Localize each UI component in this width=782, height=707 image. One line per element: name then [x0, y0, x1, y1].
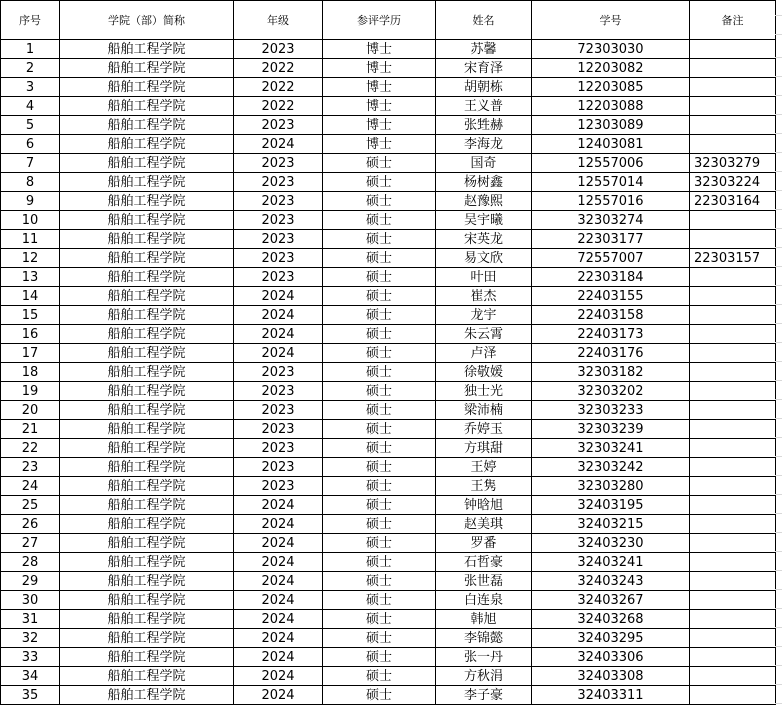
cell-student-id[interactable]: 32303241	[532, 439, 690, 458]
cell-note[interactable]	[690, 268, 776, 287]
cell-seq[interactable]: 29	[1, 572, 60, 591]
table-row	[1, 477, 776, 496]
cell-name[interactable]: 韩旭	[436, 610, 532, 629]
cell-name[interactable]: 易文欣	[436, 249, 532, 268]
cell-name[interactable]: 苏馨	[436, 40, 532, 59]
cell-student-id[interactable]: 12203082	[532, 59, 690, 78]
cell-college[interactable]: 船舶工程学院	[60, 249, 234, 268]
cell-seq[interactable]: 15	[1, 306, 60, 325]
cell-student-id[interactable]: 32303280	[532, 477, 690, 496]
cell-note[interactable]	[690, 610, 776, 629]
cell-education[interactable]: 硕士	[323, 648, 436, 667]
cell-education[interactable]: 博士	[323, 59, 436, 78]
cell-college[interactable]: 船舶工程学院	[60, 325, 234, 344]
cell-college[interactable]: 船舶工程学院	[60, 553, 234, 572]
cell-name[interactable]: 叶田	[436, 268, 532, 287]
cell-name[interactable]: 张甡赫	[436, 116, 532, 135]
cell-student-id[interactable]: 32403195	[532, 496, 690, 515]
cell-name[interactable]: 王义普	[436, 97, 532, 116]
cell-note[interactable]	[690, 572, 776, 591]
cell-name[interactable]: 张一丹	[436, 648, 532, 667]
cell-seq[interactable]: 22	[1, 439, 60, 458]
cell-student-id[interactable]: 32303182	[532, 363, 690, 382]
cell-college[interactable]: 船舶工程学院	[60, 211, 234, 230]
cell-name[interactable]: 张世磊	[436, 572, 532, 591]
table-row	[1, 287, 776, 306]
cell-grade[interactable]: 2024	[234, 496, 323, 515]
cell-education[interactable]: 硕士	[323, 572, 436, 591]
cell-seq[interactable]: 16	[1, 325, 60, 344]
cell-grade[interactable]: 2024	[234, 344, 323, 363]
cell-note[interactable]	[690, 287, 776, 306]
cell-grade[interactable]: 2023	[234, 477, 323, 496]
cell-seq[interactable]: 12	[1, 249, 60, 268]
cell-college[interactable]: 船舶工程学院	[60, 610, 234, 629]
cell-education[interactable]: 硕士	[323, 553, 436, 572]
cell-seq[interactable]: 25	[1, 496, 60, 515]
cell-name[interactable]: 梁沛楠	[436, 401, 532, 420]
table-row	[1, 97, 776, 116]
cell-education[interactable]: 硕士	[323, 325, 436, 344]
cell-college[interactable]: 船舶工程学院	[60, 173, 234, 192]
cell-seq[interactable]: 35	[1, 686, 60, 705]
table-row	[1, 268, 776, 287]
cell-grade[interactable]: 2023	[234, 420, 323, 439]
cell-student-id[interactable]: 32303239	[532, 420, 690, 439]
cell-student-id[interactable]: 22303184	[532, 268, 690, 287]
cell-grade[interactable]: 2024	[234, 287, 323, 306]
cell-grade[interactable]: 2023	[234, 116, 323, 135]
cell-grade[interactable]: 2023	[234, 363, 323, 382]
table-row	[1, 135, 776, 154]
cell-student-id[interactable]: 32303242	[532, 458, 690, 477]
cell-seq[interactable]: 7	[1, 154, 60, 173]
cell-student-id[interactable]: 22303177	[532, 230, 690, 249]
cell-student-id[interactable]: 72557007	[532, 249, 690, 268]
cell-note[interactable]	[690, 78, 776, 97]
cell-grade[interactable]: 2024	[234, 686, 323, 705]
cell-seq[interactable]: 10	[1, 211, 60, 230]
cell-seq[interactable]: 5	[1, 116, 60, 135]
cell-student-id[interactable]: 12557014	[532, 173, 690, 192]
cell-grade[interactable]: 2024	[234, 629, 323, 648]
cell-note[interactable]	[690, 591, 776, 610]
cell-college[interactable]: 船舶工程学院	[60, 154, 234, 173]
cell-grade[interactable]: 2024	[234, 572, 323, 591]
table-row	[1, 344, 776, 363]
cell-student-id[interactable]: 32403230	[532, 534, 690, 553]
cell-student-id[interactable]: 32403215	[532, 515, 690, 534]
header-education[interactable]: 参评学历	[323, 1, 436, 40]
cell-grade[interactable]: 2024	[234, 667, 323, 686]
table-row	[1, 325, 776, 344]
cell-college[interactable]: 船舶工程学院	[60, 344, 234, 363]
cell-student-id[interactable]: 12303089	[532, 116, 690, 135]
cell-note[interactable]	[690, 553, 776, 572]
cell-seq[interactable]: 11	[1, 230, 60, 249]
cell-education[interactable]: 博士	[323, 135, 436, 154]
cell-student-id[interactable]: 22403155	[532, 287, 690, 306]
cell-education[interactable]: 硕士	[323, 591, 436, 610]
cell-seq[interactable]: 2	[1, 59, 60, 78]
cell-seq[interactable]: 1	[1, 40, 60, 59]
cell-note[interactable]	[690, 667, 776, 686]
cell-college[interactable]: 船舶工程学院	[60, 382, 234, 401]
cell-college[interactable]: 船舶工程学院	[60, 648, 234, 667]
cell-college[interactable]: 船舶工程学院	[60, 116, 234, 135]
cell-grade[interactable]: 2024	[234, 534, 323, 553]
cell-education[interactable]: 硕士	[323, 629, 436, 648]
cell-student-id[interactable]: 12403081	[532, 135, 690, 154]
table-row	[1, 667, 776, 686]
cell-seq[interactable]: 31	[1, 610, 60, 629]
cell-note[interactable]	[690, 116, 776, 135]
cell-student-id[interactable]: 32403267	[532, 591, 690, 610]
cell-grade[interactable]: 2022	[234, 59, 323, 78]
cell-grade[interactable]: 2023	[234, 382, 323, 401]
cell-education[interactable]: 硕士	[323, 458, 436, 477]
cell-grade[interactable]: 2023	[234, 40, 323, 59]
cell-note[interactable]	[690, 534, 776, 553]
cell-grade[interactable]: 2024	[234, 306, 323, 325]
cell-note[interactable]	[690, 496, 776, 515]
table-body	[1, 40, 776, 705]
cell-college[interactable]: 船舶工程学院	[60, 268, 234, 287]
cell-name[interactable]: 石哲豪	[436, 553, 532, 572]
table-row	[1, 363, 776, 382]
cell-name[interactable]: 卢泽	[436, 344, 532, 363]
cell-education[interactable]: 硕士	[323, 534, 436, 553]
cell-note[interactable]: 32303224	[690, 173, 776, 192]
cell-name[interactable]: 王婷	[436, 458, 532, 477]
cell-education[interactable]: 硕士	[323, 249, 436, 268]
cell-student-id[interactable]: 32303202	[532, 382, 690, 401]
table-row	[1, 173, 776, 192]
table-row	[1, 382, 776, 401]
cell-education[interactable]: 博士	[323, 116, 436, 135]
table-row	[1, 401, 776, 420]
cell-student-id[interactable]: 12203085	[532, 78, 690, 97]
cell-student-id[interactable]: 32403243	[532, 572, 690, 591]
table-row	[1, 534, 776, 553]
cell-college[interactable]: 船舶工程学院	[60, 78, 234, 97]
table-row	[1, 553, 776, 572]
cell-seq[interactable]: 13	[1, 268, 60, 287]
cell-seq[interactable]: 33	[1, 648, 60, 667]
cell-student-id[interactable]: 32403311	[532, 686, 690, 705]
cell-student-id[interactable]: 12557006	[532, 154, 690, 173]
table-row	[1, 306, 776, 325]
cell-seq[interactable]: 28	[1, 553, 60, 572]
cell-student-id[interactable]: 32303233	[532, 401, 690, 420]
cell-note[interactable]	[690, 401, 776, 420]
cell-seq[interactable]: 30	[1, 591, 60, 610]
header-college[interactable]: 学院（部）简称	[60, 1, 234, 40]
cell-note[interactable]	[690, 629, 776, 648]
cell-note[interactable]	[690, 515, 776, 534]
table-row	[1, 192, 776, 211]
cell-seq[interactable]: 21	[1, 420, 60, 439]
cell-grade[interactable]: 2023	[234, 192, 323, 211]
cell-grade[interactable]: 2023	[234, 154, 323, 173]
cell-student-id[interactable]: 22403173	[532, 325, 690, 344]
cell-name[interactable]: 龙宇	[436, 306, 532, 325]
cell-education[interactable]: 硕士	[323, 192, 436, 211]
cell-grade[interactable]: 2022	[234, 97, 323, 116]
cell-college[interactable]: 船舶工程学院	[60, 534, 234, 553]
cell-grade[interactable]: 2023	[234, 439, 323, 458]
cell-college[interactable]: 船舶工程学院	[60, 591, 234, 610]
cell-grade[interactable]: 2023	[234, 173, 323, 192]
cell-education[interactable]: 硕士	[323, 363, 436, 382]
cell-name[interactable]: 吴宇曦	[436, 211, 532, 230]
cell-note[interactable]	[690, 648, 776, 667]
cell-note[interactable]	[690, 382, 776, 401]
cell-college[interactable]: 船舶工程学院	[60, 135, 234, 154]
cell-education[interactable]: 硕士	[323, 420, 436, 439]
cell-name[interactable]: 李子豪	[436, 686, 532, 705]
cell-education[interactable]: 博士	[323, 40, 436, 59]
cell-seq[interactable]: 24	[1, 477, 60, 496]
cell-seq[interactable]: 18	[1, 363, 60, 382]
cell-education[interactable]: 硕士	[323, 515, 436, 534]
cell-seq[interactable]: 14	[1, 287, 60, 306]
cell-college[interactable]: 船舶工程学院	[60, 686, 234, 705]
cell-education[interactable]: 硕士	[323, 287, 436, 306]
cell-college[interactable]: 船舶工程学院	[60, 496, 234, 515]
cell-college[interactable]: 船舶工程学院	[60, 230, 234, 249]
table-row	[1, 439, 776, 458]
cell-education[interactable]: 硕士	[323, 382, 436, 401]
header-grade[interactable]: 年级	[234, 1, 323, 40]
cell-education[interactable]: 博士	[323, 97, 436, 116]
header-note[interactable]: 备注	[690, 1, 776, 40]
cell-college[interactable]: 船舶工程学院	[60, 363, 234, 382]
cell-name[interactable]: 宋英龙	[436, 230, 532, 249]
cell-grade[interactable]: 2024	[234, 515, 323, 534]
cell-grade[interactable]: 2024	[234, 553, 323, 572]
cell-education[interactable]: 硕士	[323, 154, 436, 173]
table-row	[1, 686, 776, 705]
cell-name[interactable]: 胡朝栋	[436, 78, 532, 97]
cell-note[interactable]	[690, 363, 776, 382]
header-row	[1, 1, 776, 40]
cell-grade[interactable]: 2024	[234, 610, 323, 629]
cell-grade[interactable]: 2023	[234, 249, 323, 268]
cell-education[interactable]: 硕士	[323, 401, 436, 420]
header-student-id[interactable]: 学号	[532, 1, 690, 40]
table-row	[1, 249, 776, 268]
cell-grade[interactable]: 2023	[234, 230, 323, 249]
cell-education[interactable]: 硕士	[323, 344, 436, 363]
table-row	[1, 648, 776, 667]
cell-student-id[interactable]: 32403308	[532, 667, 690, 686]
cell-name[interactable]: 独士光	[436, 382, 532, 401]
cell-name[interactable]: 杨树鑫	[436, 173, 532, 192]
cell-grade[interactable]: 2023	[234, 458, 323, 477]
cell-note[interactable]	[690, 40, 776, 59]
cell-grade[interactable]: 2024	[234, 325, 323, 344]
cell-grade[interactable]: 2023	[234, 401, 323, 420]
table-row	[1, 78, 776, 97]
cell-name[interactable]: 李锦懿	[436, 629, 532, 648]
cell-grade[interactable]: 2024	[234, 591, 323, 610]
table-row	[1, 458, 776, 477]
cell-college[interactable]: 船舶工程学院	[60, 306, 234, 325]
cell-name[interactable]: 白连泉	[436, 591, 532, 610]
header-name[interactable]: 姓名	[436, 1, 532, 40]
cell-name[interactable]: 方琪甜	[436, 439, 532, 458]
table-row	[1, 211, 776, 230]
cell-education[interactable]: 硕士	[323, 306, 436, 325]
cell-education[interactable]: 硕士	[323, 439, 436, 458]
cell-grade[interactable]: 2024	[234, 135, 323, 154]
cell-student-id[interactable]: 22403158	[532, 306, 690, 325]
cell-college[interactable]: 船舶工程学院	[60, 97, 234, 116]
cell-name[interactable]: 徐敬媛	[436, 363, 532, 382]
cell-name[interactable]: 王隽	[436, 477, 532, 496]
cell-college[interactable]: 船舶工程学院	[60, 667, 234, 686]
cell-note[interactable]	[690, 211, 776, 230]
cell-seq[interactable]: 8	[1, 173, 60, 192]
cell-student-id[interactable]: 22403176	[532, 344, 690, 363]
table-row	[1, 515, 776, 534]
cell-college[interactable]: 船舶工程学院	[60, 420, 234, 439]
cell-education[interactable]: 硕士	[323, 496, 436, 515]
cell-education[interactable]: 硕士	[323, 268, 436, 287]
header-seq[interactable]: 序号	[1, 1, 60, 40]
cell-seq[interactable]: 17	[1, 344, 60, 363]
cell-seq[interactable]: 9	[1, 192, 60, 211]
table-row	[1, 116, 776, 135]
table-row	[1, 629, 776, 648]
cell-student-id[interactable]: 72303030	[532, 40, 690, 59]
cell-note[interactable]	[690, 325, 776, 344]
cell-note[interactable]	[690, 686, 776, 705]
table-row	[1, 591, 776, 610]
cell-education[interactable]: 硕士	[323, 173, 436, 192]
cell-seq[interactable]: 34	[1, 667, 60, 686]
cell-education[interactable]: 博士	[323, 78, 436, 97]
cell-seq[interactable]: 26	[1, 515, 60, 534]
cell-name[interactable]: 罗番	[436, 534, 532, 553]
cell-name[interactable]: 钟晗旭	[436, 496, 532, 515]
cell-college[interactable]: 船舶工程学院	[60, 439, 234, 458]
cell-student-id[interactable]: 32403306	[532, 648, 690, 667]
cell-note[interactable]	[690, 135, 776, 154]
table-header	[1, 1, 776, 40]
cell-note[interactable]: 32303279	[690, 154, 776, 173]
table-row	[1, 610, 776, 629]
cell-name[interactable]: 宋育泽	[436, 59, 532, 78]
cell-college[interactable]: 船舶工程学院	[60, 458, 234, 477]
cell-college[interactable]: 船舶工程学院	[60, 477, 234, 496]
cell-name[interactable]: 方秋涓	[436, 667, 532, 686]
table-row	[1, 496, 776, 515]
cell-name[interactable]: 赵美琪	[436, 515, 532, 534]
cell-note[interactable]	[690, 59, 776, 78]
cell-seq[interactable]: 6	[1, 135, 60, 154]
cell-grade[interactable]: 2024	[234, 648, 323, 667]
cell-student-id[interactable]: 32403268	[532, 610, 690, 629]
cell-college[interactable]: 船舶工程学院	[60, 401, 234, 420]
cell-education[interactable]: 硕士	[323, 667, 436, 686]
cell-education[interactable]: 硕士	[323, 477, 436, 496]
cell-name[interactable]: 国奇	[436, 154, 532, 173]
cell-seq[interactable]: 20	[1, 401, 60, 420]
cell-note[interactable]	[690, 477, 776, 496]
cell-note[interactable]: 22303164	[690, 192, 776, 211]
cell-student-id[interactable]: 32303274	[532, 211, 690, 230]
cell-grade[interactable]: 2023	[234, 268, 323, 287]
cell-seq[interactable]: 32	[1, 629, 60, 648]
cell-college[interactable]: 船舶工程学院	[60, 515, 234, 534]
cell-student-id[interactable]: 12557016	[532, 192, 690, 211]
table-row	[1, 154, 776, 173]
cell-note[interactable]	[690, 306, 776, 325]
cell-note[interactable]	[690, 420, 776, 439]
cell-seq[interactable]: 3	[1, 78, 60, 97]
cell-student-id[interactable]: 32403241	[532, 553, 690, 572]
cell-note[interactable]	[690, 97, 776, 116]
cell-seq[interactable]: 23	[1, 458, 60, 477]
cell-name[interactable]: 赵豫熙	[436, 192, 532, 211]
cell-student-id[interactable]: 32403295	[532, 629, 690, 648]
cell-note[interactable]	[690, 439, 776, 458]
cell-education[interactable]: 硕士	[323, 230, 436, 249]
cell-seq[interactable]: 27	[1, 534, 60, 553]
cell-college[interactable]: 船舶工程学院	[60, 40, 234, 59]
cell-note[interactable]	[690, 344, 776, 363]
cell-grade[interactable]: 2022	[234, 78, 323, 97]
cell-note[interactable]	[690, 458, 776, 477]
cell-college[interactable]: 船舶工程学院	[60, 192, 234, 211]
cell-education[interactable]: 硕士	[323, 686, 436, 705]
cell-name[interactable]: 崔杰	[436, 287, 532, 306]
table-row	[1, 420, 776, 439]
cell-note[interactable]: 22303157	[690, 249, 776, 268]
cell-note[interactable]	[690, 230, 776, 249]
cell-college[interactable]: 船舶工程学院	[60, 629, 234, 648]
cell-college[interactable]: 船舶工程学院	[60, 287, 234, 306]
cell-education[interactable]: 硕士	[323, 610, 436, 629]
cell-name[interactable]: 李海龙	[436, 135, 532, 154]
cell-seq[interactable]: 4	[1, 97, 60, 116]
table-row	[1, 40, 776, 59]
cell-name[interactable]: 朱云霄	[436, 325, 532, 344]
sheet-gridlines	[775, 0, 782, 707]
cell-education[interactable]: 硕士	[323, 211, 436, 230]
table-row	[1, 572, 776, 591]
cell-name[interactable]: 乔婷玉	[436, 420, 532, 439]
cell-grade[interactable]: 2023	[234, 211, 323, 230]
cell-seq[interactable]: 19	[1, 382, 60, 401]
cell-college[interactable]: 船舶工程学院	[60, 59, 234, 78]
cell-student-id[interactable]: 12203088	[532, 97, 690, 116]
table-row	[1, 59, 776, 78]
cell-college[interactable]: 船舶工程学院	[60, 572, 234, 591]
table-row	[1, 230, 776, 249]
